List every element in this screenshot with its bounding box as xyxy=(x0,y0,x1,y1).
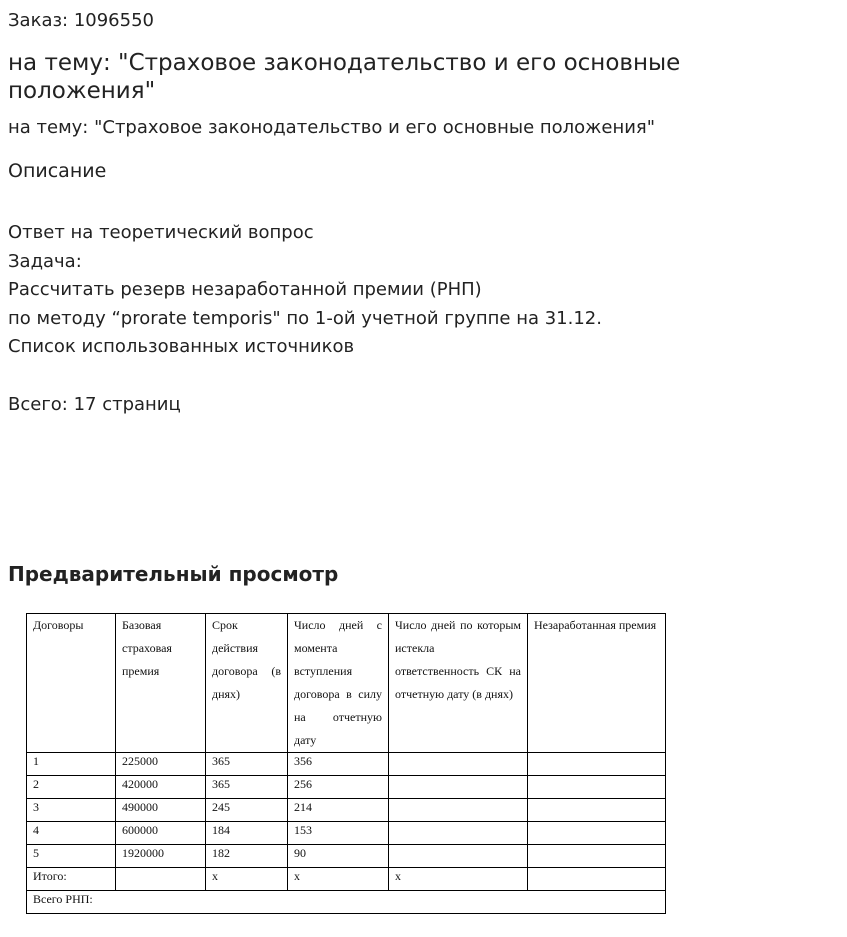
description-spacer xyxy=(8,362,602,391)
table-cell xyxy=(389,845,528,868)
description-line: по методу “prorate temporis" по 1-ой учетной группе на 31.12. xyxy=(8,307,602,329)
table-cell: 365 xyxy=(206,753,288,776)
table-cell xyxy=(389,753,528,776)
header-cell: Число дней по которым истекла ответственность СК на отчетную дату (в днях) xyxy=(389,614,528,753)
table-cell: 153 xyxy=(288,822,389,845)
table-row xyxy=(27,776,666,799)
header-cell: Срок действия договора (в днях) xyxy=(206,614,288,753)
table-cell: 3 xyxy=(27,799,116,822)
table-cell: 490000 xyxy=(116,799,206,822)
table-cell: 225000 xyxy=(116,753,206,776)
table-cell xyxy=(528,753,666,776)
table-cell xyxy=(528,868,666,891)
table-cell: Итого: xyxy=(27,868,116,891)
table-cell: 356 xyxy=(288,753,389,776)
table-row xyxy=(27,845,666,868)
table-cell: 2 xyxy=(27,776,116,799)
description-line: Рассчитать резерв незаработанной премии (РНП) xyxy=(8,279,482,301)
table-cell: 214 xyxy=(288,799,389,822)
table-cell xyxy=(528,845,666,868)
table-cell: 5 xyxy=(27,845,116,868)
table-row xyxy=(27,822,666,845)
page-subtitle: на тему: "Страховое законодательство и его основные положения" xyxy=(8,117,656,138)
order-number: Заказ: 1096550 xyxy=(8,10,154,31)
header-cell: Базовая страховая премия xyxy=(116,614,206,753)
description-line: Задача: xyxy=(8,250,82,272)
table-cell: 182 xyxy=(206,845,288,868)
table-grand-total-row xyxy=(27,891,666,914)
table-cell: х xyxy=(389,868,528,891)
header-cell: Договоры xyxy=(27,614,116,753)
description-body xyxy=(8,219,602,419)
table-cell: 184 xyxy=(206,822,288,845)
table-cell xyxy=(528,799,666,822)
table-cell: 4 xyxy=(27,822,116,845)
table-cell: 365 xyxy=(206,776,288,799)
table-cell xyxy=(389,822,528,845)
table-cell xyxy=(389,776,528,799)
preview-table xyxy=(26,613,666,914)
table-cell: 600000 xyxy=(116,822,206,845)
header-cell: Число дней с момента вступления договора в силу на отчетную дату xyxy=(288,614,389,753)
page-title: на тему: "Страховое законодательство и его основные положения" xyxy=(8,50,681,104)
table-cell: 420000 xyxy=(116,776,206,799)
table-header-row xyxy=(27,614,666,753)
description-line: Список использованных источников xyxy=(8,336,355,358)
table-cell: 245 xyxy=(206,799,288,822)
table-cell xyxy=(528,822,666,845)
table-cell xyxy=(528,776,666,799)
table-row xyxy=(27,753,666,776)
header-cell: Незаработанная премия xyxy=(528,614,666,753)
preview-heading: Предварительный просмотр xyxy=(8,562,339,586)
table-cell: х xyxy=(288,868,389,891)
description-line: Ответ на теоретический вопрос xyxy=(8,222,314,243)
table-total-row xyxy=(27,868,666,891)
table-cell xyxy=(116,868,206,891)
description-heading: Описание xyxy=(8,160,107,182)
total-pages: Всего: 17 страниц xyxy=(8,393,181,415)
grand-total-cell: Всего РНП: xyxy=(27,891,666,914)
table-cell: 1 xyxy=(27,753,116,776)
table-cell: 1920000 xyxy=(116,845,206,868)
table-cell xyxy=(389,799,528,822)
table-cell: 90 xyxy=(288,845,389,868)
table-cell: 256 xyxy=(288,776,389,799)
table-row xyxy=(27,799,666,822)
table-cell: х xyxy=(206,868,288,891)
